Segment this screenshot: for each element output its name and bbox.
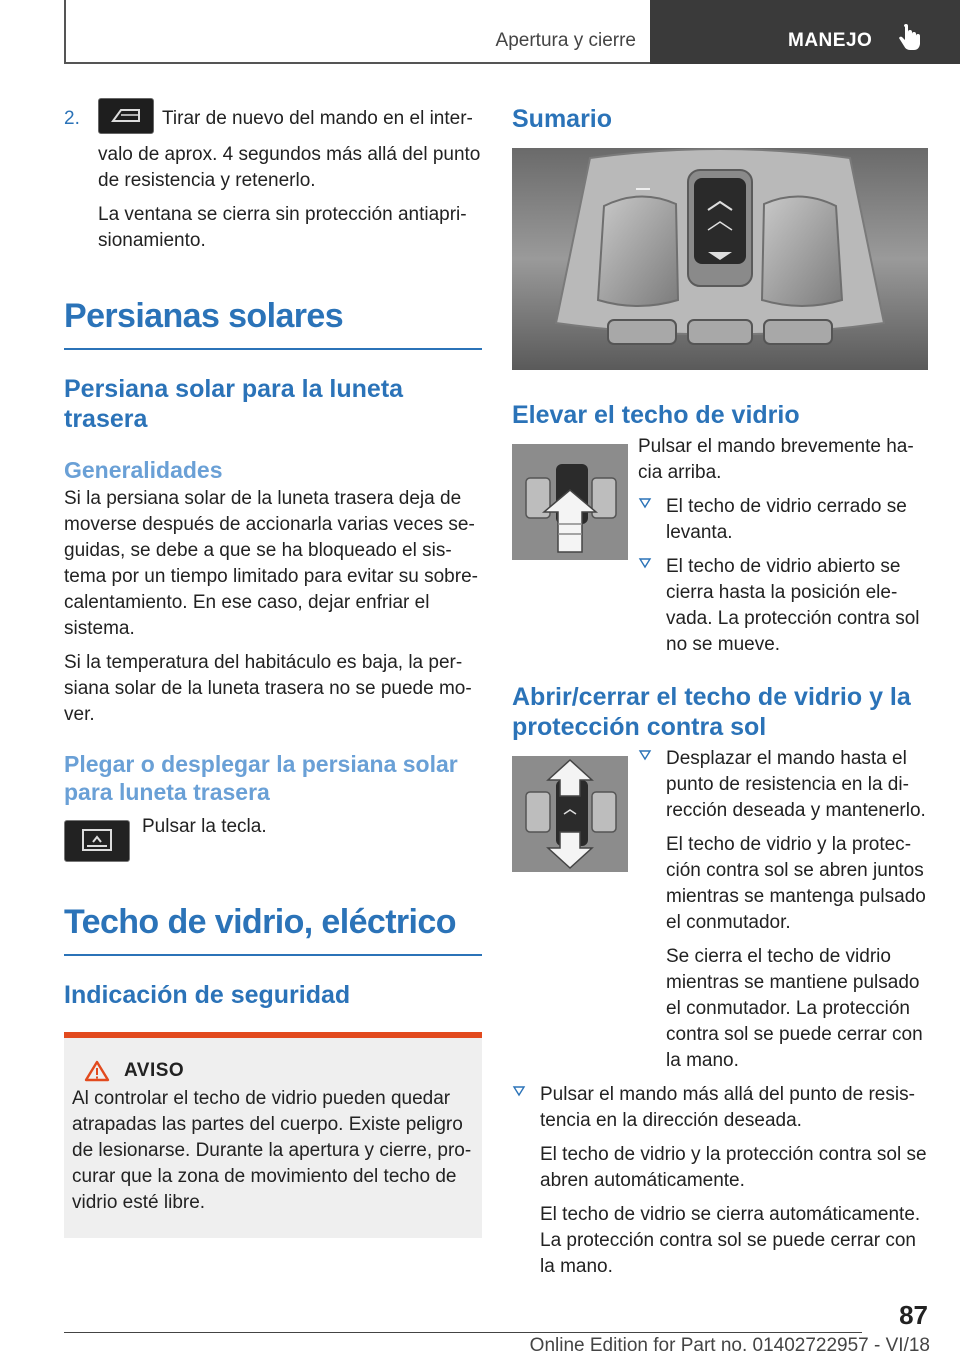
open-bullet-2-text: Pulsar el mando más allá del punto de resistencia en la dirección deseada. <box>540 1084 915 1131</box>
heading-open-close: Abrir/cerrar el techo de vidrio y la protección contra sol <box>512 683 911 741</box>
open-close-photo <box>512 756 628 872</box>
header-bottom-rule <box>64 62 650 64</box>
step-number: 2. <box>64 108 80 129</box>
bullet-triangle-icon <box>638 556 652 570</box>
header-chapter-tab <box>650 0 960 64</box>
open-bullet-1 <box>638 746 930 1074</box>
header-chapter-label: MANEJO <box>788 30 873 51</box>
raise-bullet-2-text: El techo de vidrio abierto se cierra hasta la posición elevada. La protección contra sol no se mueve. <box>666 556 920 655</box>
header-section-label: Apertura y cierre <box>495 30 636 51</box>
warning-box <box>64 1032 482 1238</box>
heading-fold-blind: Plegar o desplegar la persiana solar para luneta trasera <box>64 751 458 805</box>
heading-raise-roof: Elevar el techo de vidrio <box>512 401 800 429</box>
bullet-triangle-icon <box>638 496 652 510</box>
steering-hand-icon <box>896 24 922 54</box>
rear-blind-button-icon <box>64 820 130 862</box>
heading-sunblinds: Persianas solares <box>64 296 482 350</box>
open-bullet-2-para-3: El techo de vidrio se cierra automáticamente. La protección contra sol se puede cerrar con la mano. <box>540 1204 921 1277</box>
heading-glass-roof: Techo de vidrio, eléctrico <box>64 902 482 956</box>
bullet-triangle-icon <box>638 748 652 762</box>
footer-rule <box>64 1332 862 1333</box>
fold-instruction <box>64 816 482 862</box>
step-2-text <box>98 106 482 194</box>
fold-text: Pulsar la tecla. <box>142 816 267 837</box>
general-paragraph-1: Si la persiana solar de la luneta trasera deja de moverse después de accionarla varias veces seguidas, se debe a que se ha bloqueado el sistema por un tiempo limitado para evitar su sobrecalentamiento. En ese caso, dejar enfriar el sistema. <box>64 488 478 639</box>
heading-safety: Indicación de seguridad <box>64 981 351 1009</box>
general-paragraph-2: Si la temperatura del habitáculo es baja, la persiana solar de la luneta trasera no se puede mover. <box>64 652 472 725</box>
warning-triangle-icon <box>84 1060 110 1082</box>
raise-content <box>638 434 930 658</box>
page-number: 87 <box>899 1300 928 1330</box>
warning-text: Al controlar el techo de vidrio pueden quedar atrapadas las partes del cuerpo. Existe peligro de lesionarse. Durante la apertura y cierre, procurar que la zona de movimiento del techo de vidrio esté libre. <box>72 1088 472 1213</box>
step-2 <box>64 106 482 254</box>
raise-bullet-1-text: El techo de vidrio cerrado se levanta. <box>666 496 907 543</box>
footer-edition: Online Edition for Part no. 01402722957 - VI/18 <box>529 1335 930 1356</box>
bullet-triangle-icon <box>512 1084 526 1098</box>
overhead-console-photo <box>512 148 928 370</box>
right-column <box>512 96 930 1280</box>
warning-title <box>72 1060 474 1082</box>
open-bullet-1-para-2: El techo de vidrio y la protección contra sol se abren juntos mientras se mantenga pulsado el conmutador. <box>666 834 926 933</box>
open-bullet-2-para-2: El techo de vidrio y la protección contra sol se abren automáticamente. <box>540 1144 927 1191</box>
open-bullet-1-para-3: Se cierra el techo de vidrio mientras se mantiene pulsado el conmutador. La protección contra sol se puede cerrar con la mano. <box>666 946 923 1071</box>
open-bullet-2 <box>512 1082 930 1280</box>
warning-title-label: AVISO <box>124 1060 185 1081</box>
step-2-body: Tirar de nuevo del mando en el intervalo de aprox. 4 segundos más allá del punto de resistencia y retenerlo. <box>98 108 481 191</box>
header-section <box>66 0 648 62</box>
open-bullet-1-text: Desplazar el mando hasta el punto de resistencia en la dirección deseada y mantenerlo. <box>666 748 926 821</box>
raise-roof-photo <box>512 444 628 560</box>
raise-text: Pulsar el mando brevemente hacia arriba. <box>638 436 914 483</box>
step-2-note: La ventana se cierra sin protección antiaprisionamiento. <box>98 204 467 251</box>
open-close-section <box>512 748 930 1074</box>
heading-general: Generalidades <box>64 457 223 483</box>
raise-bullet-1 <box>638 494 930 546</box>
heading-rear-window-blind: Persiana solar para la luneta trasera <box>64 375 404 433</box>
open-close-content <box>638 746 930 1074</box>
raise-bullet-2 <box>638 554 930 658</box>
raise-section <box>512 436 930 658</box>
left-column <box>64 96 482 1238</box>
window-switch-icon <box>98 98 154 134</box>
heading-summary: Sumario <box>512 105 613 133</box>
